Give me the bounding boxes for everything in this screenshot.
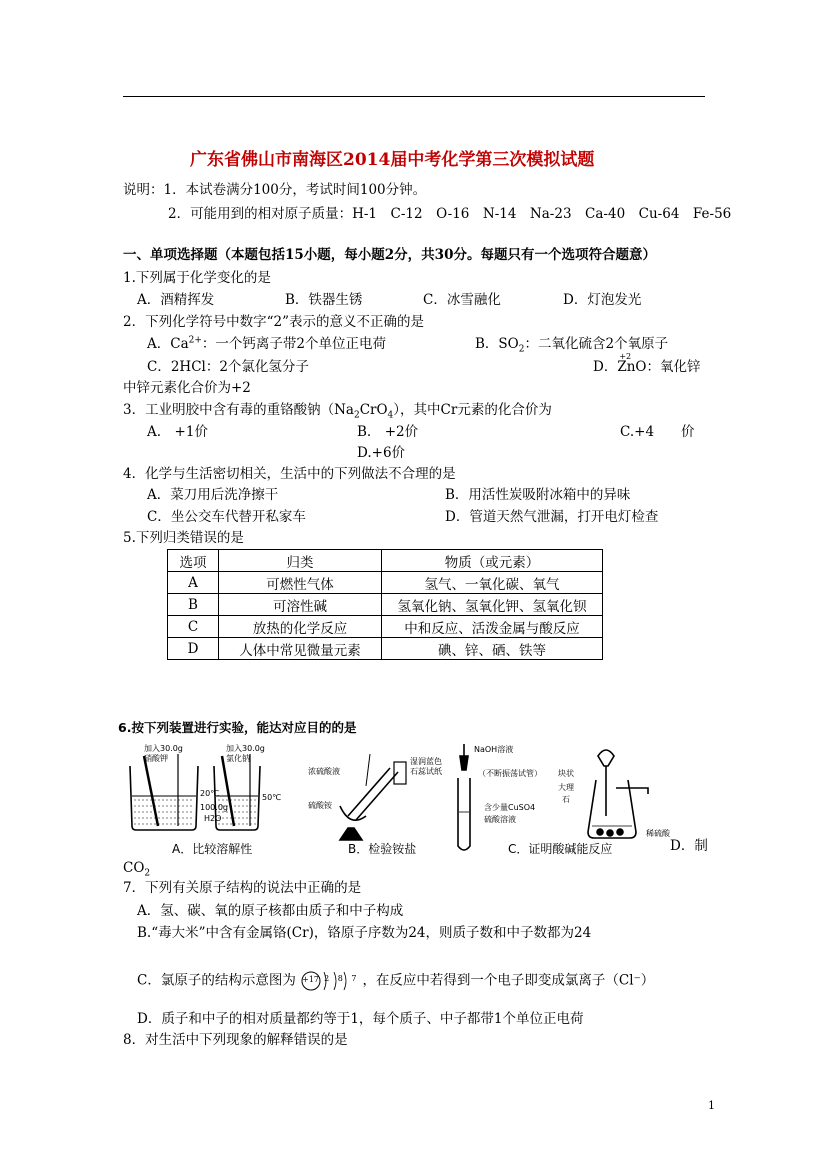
q3-option-a: A. +1价 bbox=[147, 424, 208, 440]
q2-option-a: A．$Ca^{2+}$：一个钙离子带2个单位正电荷 bbox=[147, 335, 387, 352]
table-cell: A bbox=[168, 572, 219, 594]
table-header: 选项 bbox=[168, 550, 219, 572]
q2-option-c: C．2HCl：2个氯化氢分子 bbox=[147, 359, 309, 375]
fig-a-temp: 20℃ bbox=[200, 789, 220, 798]
q2-option-b: B．$SO_2$：二氧化硫含2个氧原子 bbox=[475, 336, 669, 355]
fig-e-label4: 稀硫酸 bbox=[646, 829, 670, 838]
fig-a-solute: 硝酸钾 bbox=[144, 754, 168, 763]
fig-d-label2: （不断振荡试管） bbox=[478, 769, 542, 778]
header-rule bbox=[123, 96, 705, 97]
table-row bbox=[168, 638, 603, 660]
table-cell: 可燃性气体 bbox=[219, 572, 382, 594]
q7-option-d: D．质子和中子的相对质量都约等于1，每个质子、中子都带1个单位正电荷 bbox=[137, 1011, 584, 1027]
table-cell: C bbox=[168, 616, 219, 638]
table-cell: 氢气、一氧化碳、氧气 bbox=[382, 572, 603, 594]
fig-d-label1: NaOH溶液 bbox=[474, 745, 514, 754]
table-cell: 碘、锌、硒、铁等 bbox=[382, 638, 603, 660]
q4-stem: 4．化学与生活密切相关，生活中的下列做法不合理的是 bbox=[123, 466, 456, 482]
q4-option-d: D．管道天然气泄漏，打开电灯检查 bbox=[445, 509, 659, 525]
page-title: 广东省佛山市南海区2014届中考化学第三次模拟试题 bbox=[190, 150, 595, 170]
notes-line-2: 2．可能用到的相对原子质量：H-1 C-12 O-16 N-14 Na-23 Ca-40 Cu-64 Fe-56 bbox=[168, 206, 732, 222]
table-row bbox=[168, 616, 603, 638]
classification-table bbox=[167, 549, 603, 660]
table-cell: D bbox=[168, 638, 219, 660]
fig-a-water2: H2O bbox=[204, 814, 222, 823]
fig-b-add: 加入30.0g bbox=[226, 744, 265, 753]
q1-stem: 1.下列属于化学变化的是 bbox=[123, 270, 271, 286]
table-row bbox=[168, 594, 603, 616]
q5-stem: 5.下列归类错误的是 bbox=[123, 530, 244, 546]
q1-option-b: B．铁器生锈 bbox=[285, 292, 363, 308]
table-row bbox=[168, 572, 603, 594]
beaker-a-icon bbox=[130, 754, 198, 830]
q4-option-a: A．菜刀用后洗净擦干 bbox=[147, 487, 279, 503]
q2-option-d-continued: 中锌元素化合价为+2 bbox=[123, 380, 251, 396]
fig-a-water1: 100.0g bbox=[200, 803, 228, 812]
fig-c-label4: 硫酸铵 bbox=[308, 801, 332, 810]
page-number: 1 bbox=[708, 1099, 715, 1112]
q7-option-b: B.“毒大米”中含有金属铬(Cr)，铬原子序数为24，则质子数和中子数都为24 bbox=[137, 925, 592, 941]
q1-option-d: D．灯泡发光 bbox=[563, 292, 642, 308]
q7-option-a: A．氢、碳、氧的原子核都由质子和中子构成 bbox=[137, 903, 404, 919]
q7-option-c: C．氯原子的结构示意图为 +17 2 8 7 ，在反应中若得到一个电子即变成氯离子（Cl⁻） bbox=[137, 969, 654, 993]
q6-option-d: D．制 bbox=[670, 838, 708, 854]
conical-flask-icon bbox=[588, 750, 648, 838]
notes-line-1: 说明：1．本试卷满分100分，考试时间100分钟。 bbox=[123, 182, 427, 198]
fig-d-label3: 含少量CuSO4 bbox=[484, 803, 536, 812]
test-tube-heating-icon bbox=[340, 754, 406, 840]
q3-stem: 3．工业明胶中含有毒的重铬酸钠$(Na_2CrO_4)$，其中Cr元素的化合价为 bbox=[123, 402, 552, 421]
table-header-row bbox=[168, 550, 603, 572]
table-cell: 放热的化学反应 bbox=[219, 616, 382, 638]
fig-c-label1: 浓硫酸液 bbox=[308, 767, 340, 776]
section-heading: 一、单项选择题（本题包括15小题，每小题2分，共30分。每题只有一个选项符合题意） bbox=[123, 247, 656, 263]
q6-option-c: C．证明酸碱能反应 bbox=[508, 842, 613, 856]
table-header: 物质（或元素） bbox=[382, 550, 603, 572]
table-cell: 氢氧化钠、氢氧化钾、氢氧化钡 bbox=[382, 594, 603, 616]
fig-e-label2: 大理 bbox=[558, 783, 574, 792]
fig-e-label3: 石 bbox=[562, 795, 570, 804]
q3-option-b: B. +2价 bbox=[357, 424, 419, 440]
fig-b-solute: 氯化钠 bbox=[226, 754, 250, 763]
table-cell: 可溶性碱 bbox=[219, 594, 382, 616]
fig-d-label4: 硫酸溶液 bbox=[484, 815, 516, 824]
q4-option-b: B．用活性炭吸附冰箱中的异味 bbox=[445, 487, 631, 503]
q7-stem: 7．下列有关原子结构的说法中正确的是 bbox=[123, 880, 362, 896]
q8-stem: 8．对生活中下列现象的解释错误的是 bbox=[123, 1032, 348, 1048]
table-cell: 中和反应、活泼金属与酸反应 bbox=[382, 616, 603, 638]
q1-option-c: C．冰雪融化 bbox=[423, 292, 501, 308]
q6-stem: 6.按下列装置进行实验，能达对应目的的是 bbox=[118, 720, 357, 735]
q6-option-d-continued: $CO_2$ bbox=[123, 860, 151, 879]
q6-option-a: A．比较溶解性 bbox=[172, 842, 253, 856]
table-cell: 人体中常见微量元素 bbox=[219, 638, 382, 660]
q3-option-c: C.+4 价 bbox=[620, 424, 695, 440]
q1-option-a: A．酒精挥发 bbox=[137, 292, 215, 308]
fig-a-add: 加入30.0g bbox=[144, 744, 183, 753]
q2-option-d: D． +2 ZnO：氧化锌 bbox=[593, 352, 701, 375]
q2-stem: 2．下列化学符号中数字“2”表示的意义不正确的是 bbox=[123, 314, 424, 330]
test-tube-dropper-icon bbox=[458, 744, 470, 850]
fig-b-temp: 50℃ bbox=[262, 793, 282, 802]
chlorine-atom-structure-diagram: +17 2 8 7 bbox=[300, 969, 358, 993]
q4-option-c: C．坐公交车代替开私家车 bbox=[147, 509, 306, 525]
q6-option-b: B．检验铵盐 bbox=[348, 842, 417, 856]
table-cell: B bbox=[168, 594, 219, 616]
q3-option-d: D.+6价 bbox=[357, 445, 406, 461]
fig-e-label1: 块状 bbox=[558, 769, 574, 778]
fig-c-label2: 湿润蓝色 bbox=[410, 757, 442, 766]
fig-c-label3: 石蕊试纸 bbox=[410, 767, 442, 776]
table-header: 归类 bbox=[219, 550, 382, 572]
